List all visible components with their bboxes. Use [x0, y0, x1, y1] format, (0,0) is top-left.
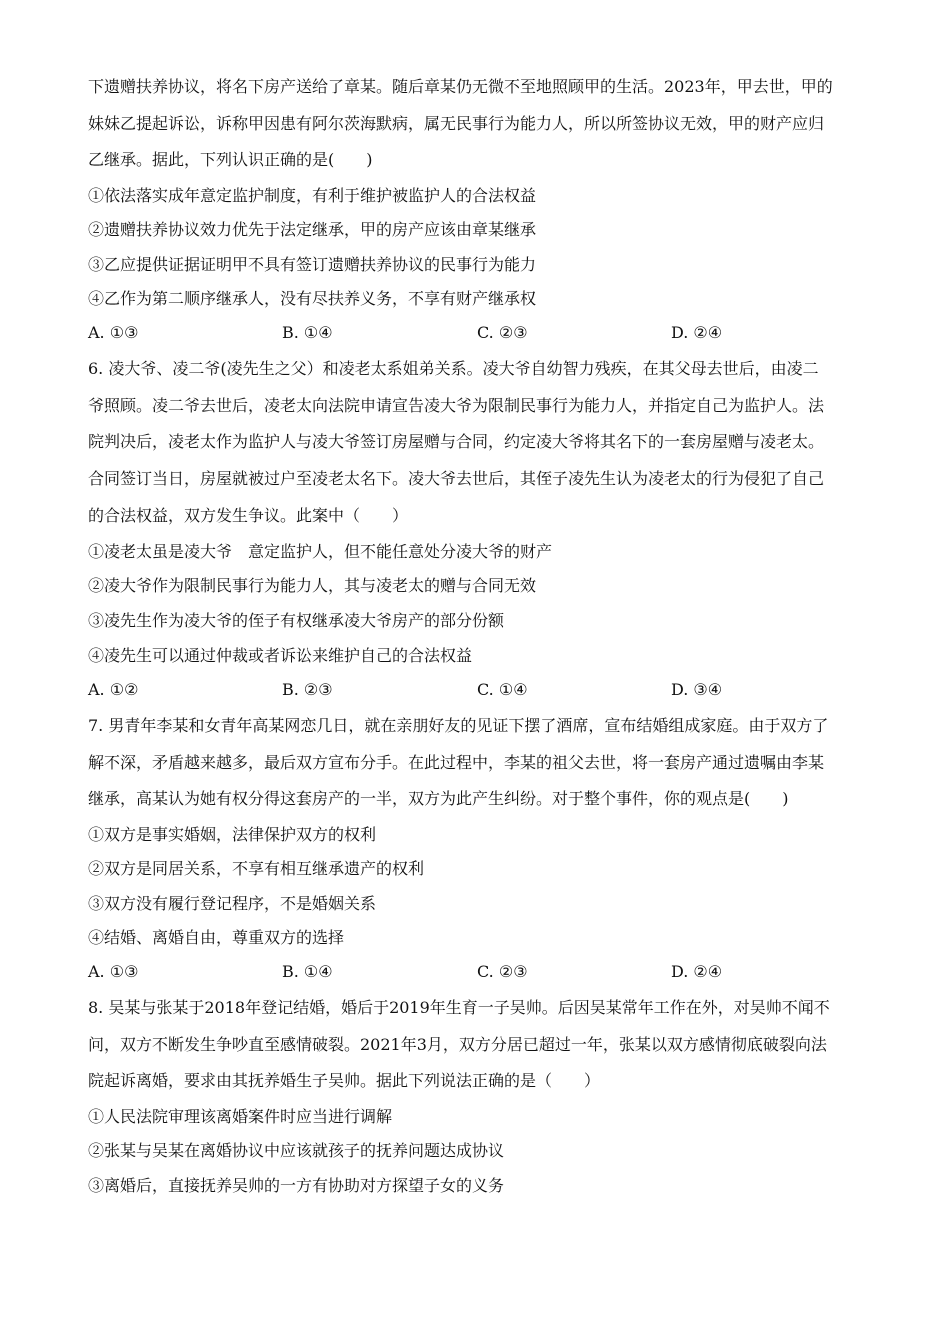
q8-statement-2: ②张某与吴某在离婚协议中应该就孩子的抚养问题达成协议 [88, 1141, 505, 1160]
q7-options [88, 961, 788, 983]
q6-statement-2: ②凌大爷作为限制民事行为能力人，其与凌老太的赠与合同无效 [88, 576, 537, 595]
q6-option-c[interactable]: C. ①④ [477, 680, 528, 699]
q6-options [88, 679, 788, 701]
q6-stem-line-3: 院判决后，凌老太作为监护人与凌大爷签订房屋赠与合同，约定凌大爷将其名下的一套房屋赠与凌老太。 [88, 432, 825, 451]
q5-statement-4: ④乙作为第二顺序继承人，没有尽扶养义务，不享有财产继承权 [88, 289, 537, 308]
q6-statement-4: ④凌先生可以通过仲裁或者诉讼来维护自己的合法权益 [88, 646, 473, 665]
q5-stem-line-2: 妹妹乙提起诉讼，诉称甲因患有阿尔茨海默病，属无民事行为能力人，所以所签协议无效，甲的财产应归 [88, 114, 825, 133]
q7-option-c[interactable]: C. ②③ [477, 962, 528, 981]
q8-stem-line-1: 8. 吴某与张某于2018年登记结婚，婚后于2019年生育一子吴帅。后因吴某常年工作在外，对吴帅不闻不 [88, 998, 830, 1017]
q7-statement-2: ②双方是同居关系，不享有相互继承遗产的权利 [88, 859, 425, 878]
q6-option-a[interactable]: A. ①② [88, 680, 139, 699]
q6-option-b[interactable]: B. ②③ [282, 680, 333, 699]
q5-statement-2: ②遗赠扶养协议效力优先于法定继承，甲的房产应该由章某继承 [88, 220, 537, 239]
q7-option-b[interactable]: B. ①④ [282, 962, 333, 981]
q7-stem-line-2: 解不深，矛盾越来越多，最后双方宣布分手。在此过程中，李某的祖父去世，将一套房产通过遗嘱由李某 [88, 753, 825, 772]
q8-statement-1: ①人民法院审理该离婚案件时应当进行调解 [88, 1107, 393, 1126]
q7-option-a[interactable]: A. ①③ [88, 962, 139, 981]
q8-stem-line-3: 院起诉离婚，要求由其抚养婚生子吴帅。据此下列说法正确的是（ ） [88, 1071, 601, 1090]
q6-stem-line-1: 6. 凌大爷、凌二爷(凌先生之父）和凌老太系姐弟关系。凌大爷自幼智力残疾，在其父母去世后，由凌二 [88, 359, 819, 378]
q7-stem-line-3: 继承，高某认为她有权分得这套房产的一半，双方为此产生纠纷。对于整个事件，你的观点是( ) [88, 789, 789, 808]
q7-statement-3: ③双方没有履行登记程序，不是婚姻关系 [88, 894, 377, 913]
q6-option-d[interactable]: D. ③④ [671, 680, 723, 699]
q5-option-a[interactable]: A. ①③ [88, 323, 139, 342]
q5-options [88, 322, 788, 344]
q7-stem-line-1: 7. 男青年李某和女青年高某网恋几日，就在亲朋好友的见证下摆了酒席，宣布结婚组成家庭。由于双方了 [88, 716, 829, 735]
q5-option-b[interactable]: B. ①④ [282, 323, 333, 342]
q8-statement-3: ③离婚后，直接抚养吴帅的一方有协助对方探望子女的义务 [88, 1176, 505, 1195]
q5-option-c[interactable]: C. ②③ [477, 323, 528, 342]
q6-stem-line-4: 合同签订当日，房屋就被过户至凌老太名下。凌大爷去世后，其侄子凌先生认为凌老太的行为侵犯了自己 [88, 469, 825, 488]
q7-statement-4: ④结婚、离婚自由，尊重双方的选择 [88, 928, 345, 947]
q7-option-d[interactable]: D. ②④ [671, 962, 723, 981]
q6-stem-line-5: 的合法权益，双方发生争议。此案中（ ） [88, 506, 409, 525]
q6-stem-line-2: 爷照顾。凌二爷去世后，凌老太向法院申请宣告凌大爷为限制民事行为能力人，并指定自己为监护人。法 [88, 396, 825, 415]
q5-option-d[interactable]: D. ②④ [671, 323, 723, 342]
q6-statement-1: ①凌老太虽是凌大爷 意定监护人，但不能任意处分凌大爷的财产 [88, 542, 553, 561]
q8-stem-line-2: 问，双方不断发生争吵直至感情破裂。2021年3月，双方分居已超过一年，张某以双方感情彻底破裂向法 [88, 1035, 827, 1054]
q5-stem-line-1: 下遗赠扶养协议，将名下房产送给了章某。随后章某仍无微不至地照顾甲的生活。2023年，甲去世，甲的 [88, 77, 833, 96]
q6-statement-3: ③凌先生作为凌大爷的侄子有权继承凌大爷房产的部分份额 [88, 611, 505, 630]
q7-statement-1: ①双方是事实婚姻，法律保护双方的权利 [88, 825, 377, 844]
q5-stem-line-3: 乙继承。据此，下列认识正确的是( ) [88, 150, 373, 169]
q5-statement-1: ①依法落实成年意定监护制度，有利于维护被监护人的合法权益 [88, 186, 537, 205]
q5-statement-3: ③乙应提供证据证明甲不具有签订遗赠扶养协议的民事行为能力 [88, 255, 537, 274]
